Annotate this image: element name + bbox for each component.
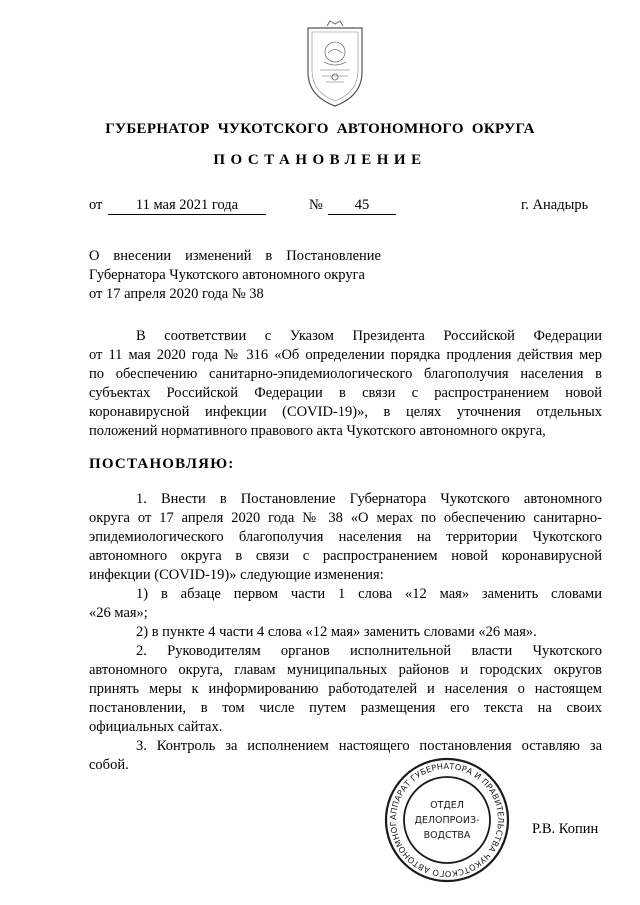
subject-line-3: от 17 апреля 2020 года № 38 — [89, 286, 264, 302]
office-stamp — [384, 757, 510, 883]
stamp-ring-text: АППАРАТ ГУБЕРНАТОРА И ПРАВИТЕЛЬСТВА ЧУКОТСКОГО АВТОНОМНОГ — [387, 760, 507, 880]
preamble-line-5: коронавирусной инфекции (COVID-19)», в целях уточнения отдельных — [89, 404, 602, 420]
stamp-center-line-3: ВОДСТВА — [423, 830, 471, 841]
signatory-name: Р.В. Копин — [532, 821, 599, 837]
item-2-line-1: 2. Руководителям органов исполнительной власти Чукотского — [136, 643, 602, 659]
document-date: 11 мая 2021 года — [108, 196, 266, 215]
item-1-line-5: инфекции (COVID-19)» следующие изменения: — [89, 567, 384, 583]
item-1-line-2: округа от 17 апреля 2020 года № 38 «О мерах по обеспечению санитарно- — [89, 510, 602, 526]
preamble-line-6: положений нормативного правового акта Чукотского автономного округа, — [89, 423, 546, 439]
item-3-line-1: 3. Контроль за исполнением настоящего постановления оставляю за — [136, 738, 602, 754]
item-1-line-4: автономного округа в связи с распространением новой коронавирусной — [89, 548, 602, 564]
preamble-line-4: субъектах Российской Федерации в связи с распространением новой — [89, 385, 602, 401]
item-1-line-3: эпидемиологического благополучия населения на территории Чукотского — [89, 529, 602, 545]
number-label: № — [309, 197, 323, 213]
subject-line-2: Губернатора Чукотского автономного округа — [89, 267, 365, 283]
preamble-line-1: В соответствии с Указом Президента Российской Федерации — [136, 328, 602, 344]
stamp-center-line-2: ДЕЛОПРОИЗ- — [414, 815, 480, 826]
document-type-title: ПОСТАНОВЛЕНИЕ — [213, 152, 427, 168]
subitem-1-line-2: «26 мая»; — [89, 605, 148, 621]
issuer-title: ГУБЕРНАТОР ЧУКОТСКОГО АВТОНОМНОГО ОКРУГА — [105, 121, 535, 137]
subitem-2-line-1: 2) в пункте 4 части 4 слова «12 мая» заменить словами «26 мая». — [136, 624, 537, 640]
preamble-line-2: от 11 мая 2020 года № 316 «Об определении порядка продления действия мер — [89, 347, 602, 363]
stamp-center-line-1: ОТДЕЛ — [430, 800, 464, 811]
date-prefix: от — [89, 197, 103, 213]
subitem-1-line-1: 1) в абзаце первом части 1 слова «12 мая» заменить словами — [136, 586, 602, 602]
document-number: 45 — [328, 196, 396, 215]
item-2-line-4: постановлении, в том числе путем размещения его текста на своих — [89, 700, 602, 716]
item-2-line-3: принять меры к информированию работодателей и населения о настоящем — [89, 681, 602, 697]
resolve-heading: ПОСТАНОВЛЯЮ: — [89, 456, 235, 472]
item-1-line-1: 1. Внести в Постановление Губернатора Чукотского автономного — [136, 491, 602, 507]
coat-of-arms-emblem — [300, 20, 370, 110]
subject-line-1: О внесении изменений в Постановление — [89, 248, 381, 264]
item-2-line-5: официальных сайтах. — [89, 719, 223, 735]
preamble-line-3: по обеспечению санитарно-эпидемиологического благополучия населения в — [89, 366, 602, 382]
item-3-line-2: собой. — [89, 757, 129, 773]
document-city: г. Анадырь — [521, 197, 589, 213]
item-2-line-2: автономного округа, главам муниципальных районов и городских округов — [89, 662, 602, 678]
